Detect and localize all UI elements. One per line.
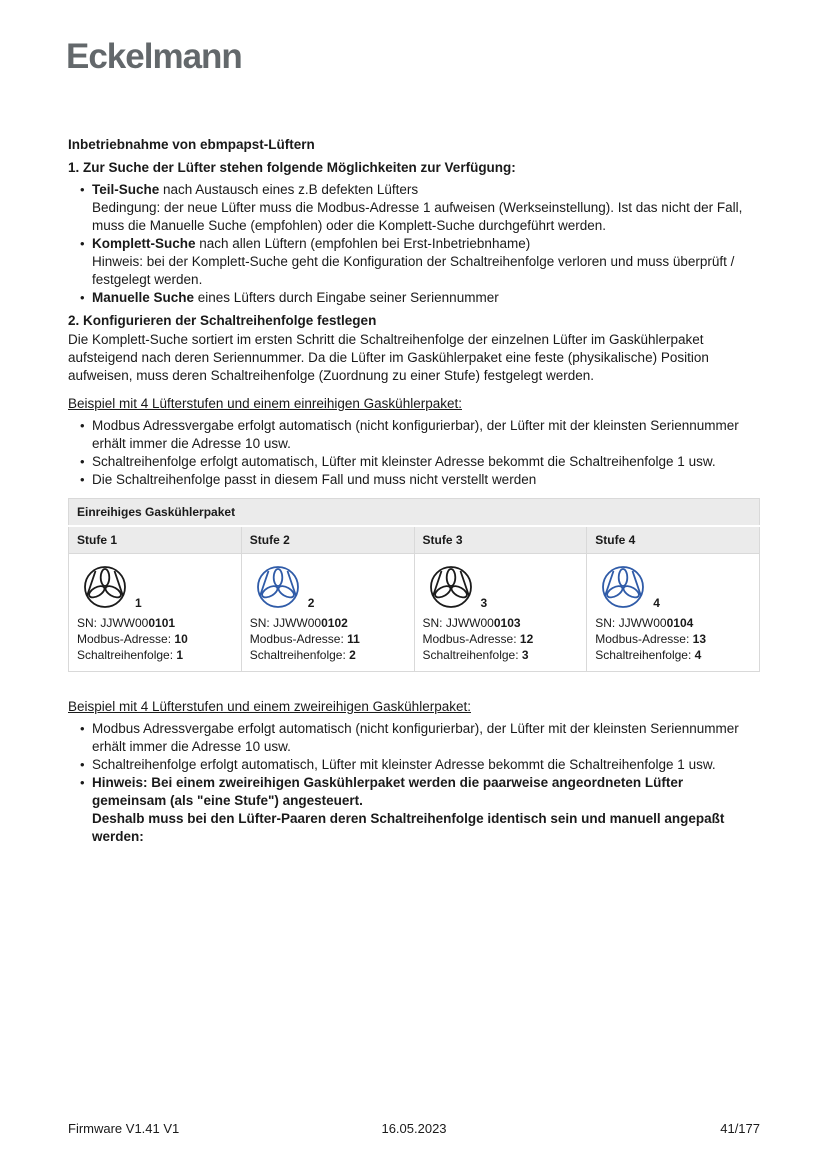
bullet-item: • Die Schaltreihenfolge passt in diesem Fall und muss nicht verstellt werden xyxy=(80,472,537,487)
section1-heading: 1. Zur Suche der Lüfter stehen folgende Möglichkeiten zur Verfügung: xyxy=(68,160,516,175)
bullet-marker: • xyxy=(80,290,85,305)
fan-icon xyxy=(597,564,651,612)
bullet-item: • Schaltreihenfolge erfolgt automatisch, Lüfter mit kleinster Adresse bekommt die Schaltreihenfolge 1 usw. xyxy=(80,757,716,772)
fan-table xyxy=(68,498,760,672)
serial-number-line: SN: JJWW000101 xyxy=(77,616,176,630)
modbus-address-line: Modbus-Adresse: 11 xyxy=(249,632,360,646)
section2-heading: 2. Konfigurieren der Schaltreihenfolge festlegen xyxy=(68,313,377,328)
bullet-marker: • xyxy=(80,775,85,790)
stufe-header-cell: Stufe 2 xyxy=(241,526,414,554)
fan-cell xyxy=(69,554,242,672)
bullet-marker: • xyxy=(80,236,85,251)
bullet-marker: • xyxy=(80,721,85,736)
bullet-item: • Komplett-Suche nach allen Lüftern (empfohlen bei Erst-Inbetriebnhame) Hinweis: bei der Komplett-Suche geht die Konfiguration der Schaltreihenfolge verloren und muss überprüft / festgelegt werden. xyxy=(80,236,735,287)
footer-date: 16.05.2023 xyxy=(381,1121,447,1136)
serial-number-line: SN: JJWW000102 xyxy=(249,616,348,630)
switch-order-line: Schaltreihenfolge: 3 xyxy=(422,648,529,662)
serial-number-line: SN: JJWW000103 xyxy=(422,616,521,630)
fan-symbol xyxy=(597,564,751,612)
fan-table-header-row xyxy=(69,526,760,554)
switch-order-line: Schaltreihenfolge: 1 xyxy=(77,648,184,662)
fan-cell xyxy=(241,554,414,672)
bullet-item: • Modbus Adressvergabe erfolgt automatisch (nicht konfigurierbar), der Lüfter mit der kleinsten Seriennummer erhält immer die Adresse 10 usw. xyxy=(80,721,739,754)
bullet-marker: • xyxy=(80,418,85,433)
switch-order-line: Schaltreihenfolge: 4 xyxy=(595,648,702,662)
fan-number: 3 xyxy=(480,596,488,610)
stufe-header-cell: Stufe 4 xyxy=(587,526,760,554)
fan-number: 4 xyxy=(653,596,660,610)
example1-bullets xyxy=(68,417,760,489)
serial-number-line: SN: JJWW000104 xyxy=(595,616,694,630)
fan-cell xyxy=(587,554,760,672)
footer-page-number: 41/177 xyxy=(720,1121,760,1136)
bullet-item: • Manuelle Suche eines Lüfters durch Eingabe seiner Seriennummer xyxy=(80,290,499,305)
bullet-marker: • xyxy=(80,454,85,469)
fan-symbol xyxy=(79,564,233,612)
eckelmann-logo: Eckelmann xyxy=(66,37,242,76)
modbus-address-line: Modbus-Adresse: 10 xyxy=(77,632,188,646)
fan-icon xyxy=(252,564,306,612)
fan-cell xyxy=(414,554,587,672)
footer-firmware-version: Firmware V1.41 V1 xyxy=(68,1121,180,1136)
fan-icon xyxy=(79,564,133,612)
stufe-header-cell: Stufe 3 xyxy=(414,526,587,554)
doc-title: Inbetriebnahme von ebmpapst-Lüftern xyxy=(68,137,315,152)
modbus-address-line: Modbus-Adresse: 12 xyxy=(422,632,534,646)
example2-bullets xyxy=(68,720,760,846)
fan-symbol xyxy=(425,564,579,612)
fan-number: 2 xyxy=(307,596,315,610)
bullet-marker: • xyxy=(80,757,85,772)
fan-table-title-row xyxy=(69,499,760,527)
bullet-marker: • xyxy=(80,182,85,197)
switch-order-line: Schaltreihenfolge: 2 xyxy=(249,648,356,662)
section1-bullets xyxy=(68,181,760,307)
example2-heading: Beispiel mit 4 Lüfterstufen und einem zweireihigen Gaskühlerpaket: xyxy=(68,699,471,714)
stufe-header-cell: Stufe 1 xyxy=(69,526,242,554)
document-content xyxy=(68,136,760,846)
bullet-item: • Hinweis: Bei einem zweireihigen Gaskühlerpaket werden die paarweise angeordneten Lüfter gemeinsam (als "eine Stufe") angesteuert. Deshalb muss bei den Lüfter-Paaren deren Schaltreihenfolge identisch sein und manuell angepaßt werden: xyxy=(80,775,725,844)
bullet-item: • Modbus Adressvergabe erfolgt automatisch (nicht konfigurierbar), der Lüfter mit der kleinsten Seriennummer erhält immer die Adresse 10 usw. xyxy=(80,418,739,451)
section2-paragraph: Die Komplett-Suche sortiert im ersten Schritt die Schaltreihenfolge der einzelnen Lüfter im Gaskühlerpaket aufsteigend nach deren Seriennummer. Da die Lüfter im Gaskühlerpaket eine feste (physikalische) Position aufweisen, muss deren Schaltreihenfolge (Zuordnung zu einer Stufe) festgelegt werden. xyxy=(68,332,709,383)
bullet-item: • Schaltreihenfolge erfolgt automatisch, Lüfter mit kleinster Adresse bekommt die Schaltreihenfolge 1 usw. xyxy=(80,454,716,469)
fan-table-title: Einreihiges Gaskühlerpaket xyxy=(69,499,760,527)
fan-number: 1 xyxy=(135,596,142,610)
bullet-item: • Teil-Suche nach Austausch eines z.B defekten Lüfters Bedingung: der neue Lüfter muss die Modbus-Adresse 1 aufweisen (Werkseinstellung). Ist das nicht der Fall, muss die Manuelle Suche (empfohlen) oder die Komplett-Suche durchgeführt werden. xyxy=(80,182,743,233)
bullet-marker: • xyxy=(80,472,85,487)
modbus-address-line: Modbus-Adresse: 13 xyxy=(595,632,706,646)
fan-icon xyxy=(425,564,479,612)
example1-heading: Beispiel mit 4 Lüfterstufen und einem einreihigen Gaskühlerpaket: xyxy=(68,396,462,411)
fan-symbol xyxy=(252,564,406,612)
fan-table-body-row xyxy=(69,554,760,672)
